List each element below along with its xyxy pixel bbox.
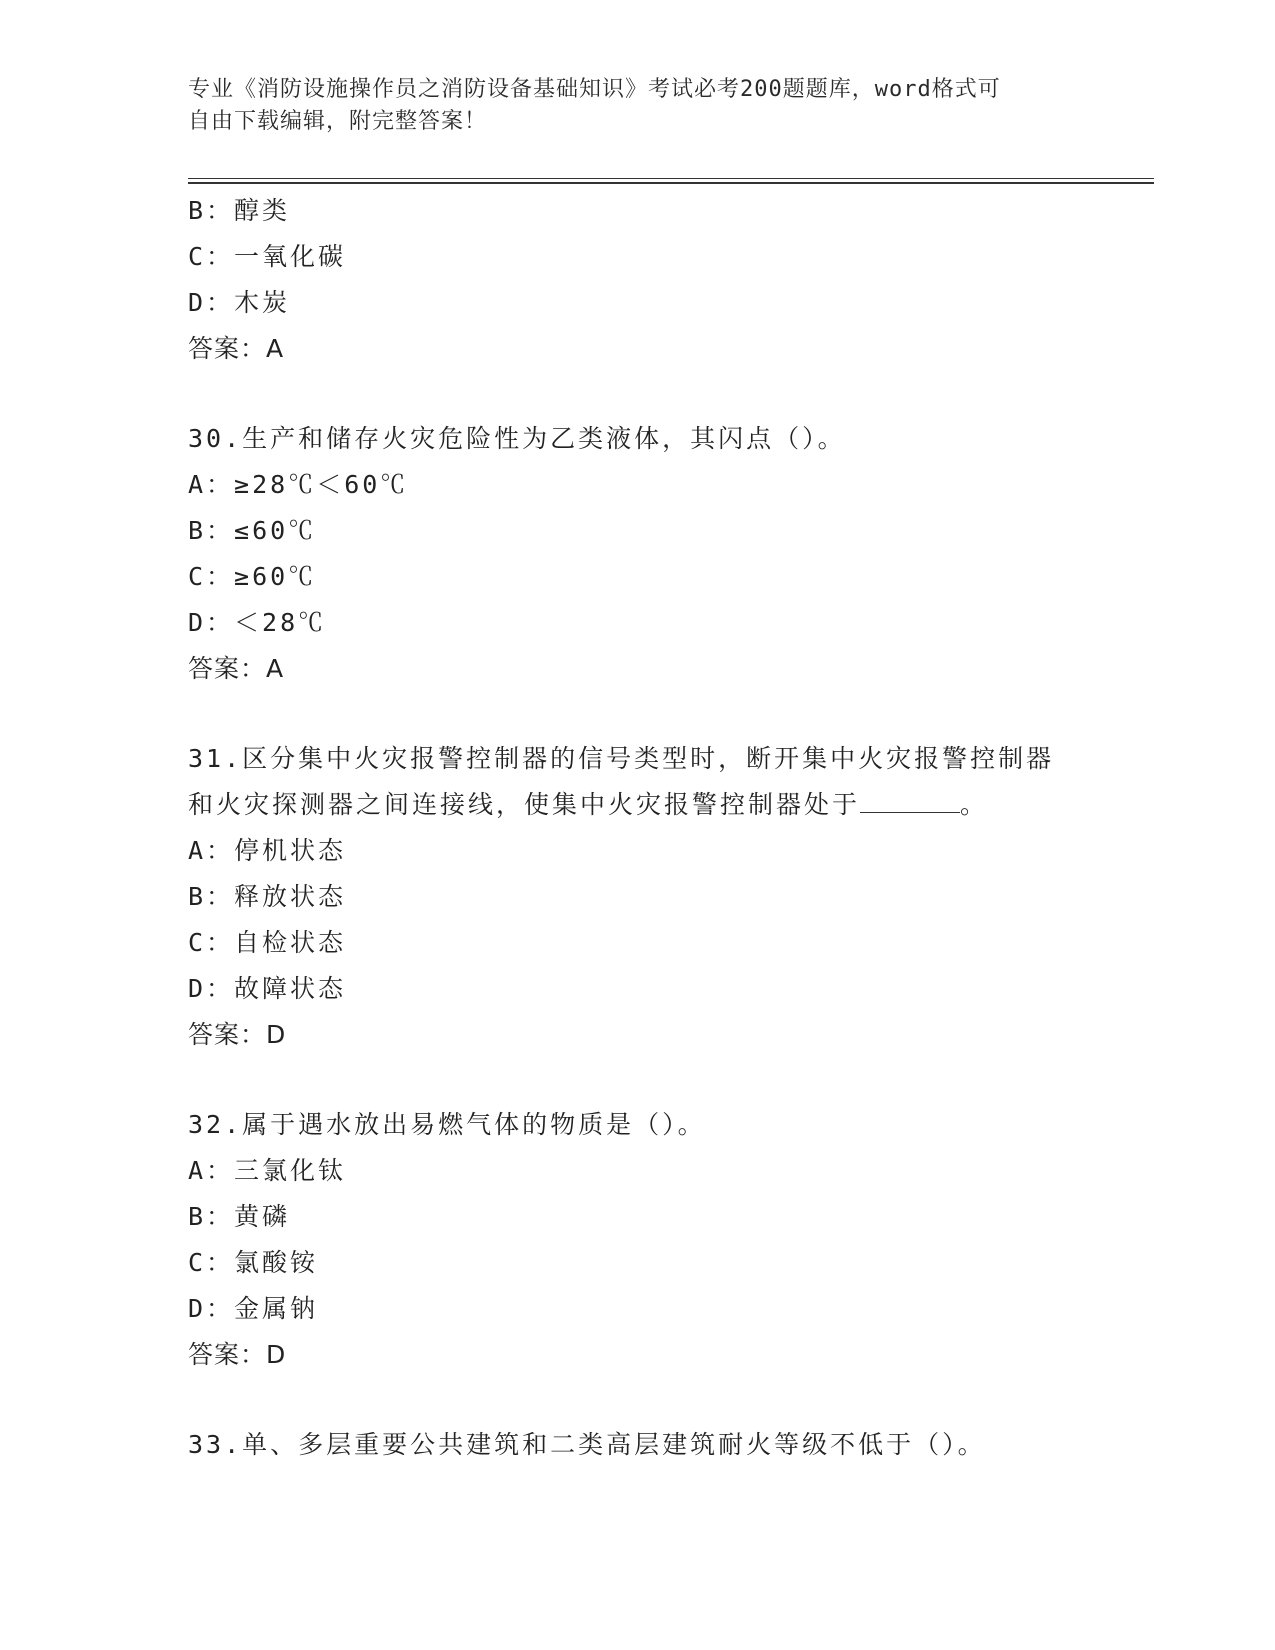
answer-label: 答案：D: [188, 1020, 287, 1049]
option-b: B：≤60℃: [188, 516, 317, 545]
option-a: A：≥28℃＜60℃: [188, 470, 409, 499]
question-stem: 30.生产和储存火灾危险性为乙类液体，其闪点（）。: [188, 424, 846, 453]
option-a: A：三氯化钛: [188, 1156, 347, 1185]
question-stem-line-1: 31.区分集中火灾报警控制器的信号类型时，断开集中火灾报警控制器: [188, 744, 1055, 773]
answer-label: 答案：D: [188, 1340, 287, 1369]
answer-label: 答案：A: [188, 334, 285, 363]
option-b: B：黄磷: [188, 1202, 291, 1231]
question-32: [188, 1102, 1148, 1378]
question-31: [188, 736, 1148, 1058]
option-d: D：金属钠: [188, 1294, 319, 1323]
document-header: [188, 74, 1088, 138]
question-stem-line-2: [188, 782, 1148, 828]
question-stem: 32.属于遇水放出易燃气体的物质是（）。: [188, 1110, 706, 1139]
question-29-continued: [188, 188, 1148, 372]
option-b: B：醇类: [188, 196, 291, 225]
option-c: C：氯酸铵: [188, 1248, 319, 1277]
question-33: [188, 1422, 1148, 1468]
header-title-line-1: 专业《消防设施操作员之消防设备基础知识》考试必考200题题库，word格式可: [188, 77, 1001, 102]
option-c: C：自检状态: [188, 928, 347, 957]
option-b: B：释放状态: [188, 882, 347, 911]
header-title-line-2: 自由下载编辑，附完整答案！: [188, 109, 488, 134]
header-divider-thick: [188, 182, 1154, 184]
option-a: A：停机状态: [188, 836, 347, 865]
question-list: [188, 188, 1148, 1468]
stem-end: 。: [960, 790, 989, 819]
header-divider-thin: [188, 178, 1154, 179]
question-stem: 33.单、多层重要公共建筑和二类高层建筑耐火等级不低于（）。: [188, 1430, 986, 1459]
option-d: D：木炭: [188, 288, 291, 317]
option-d: D：故障状态: [188, 974, 347, 1003]
stem-text: 和火灾探测器之间连接线，使集中火灾报警控制器处于: [188, 790, 861, 819]
fill-in-blank: [860, 790, 960, 813]
answer-label: 答案：A: [188, 654, 285, 683]
question-30: [188, 416, 1148, 692]
option-c: C：≥60℃: [188, 562, 317, 591]
option-d: D：＜28℃: [188, 608, 327, 637]
option-c: C：一氧化碳: [188, 242, 347, 271]
